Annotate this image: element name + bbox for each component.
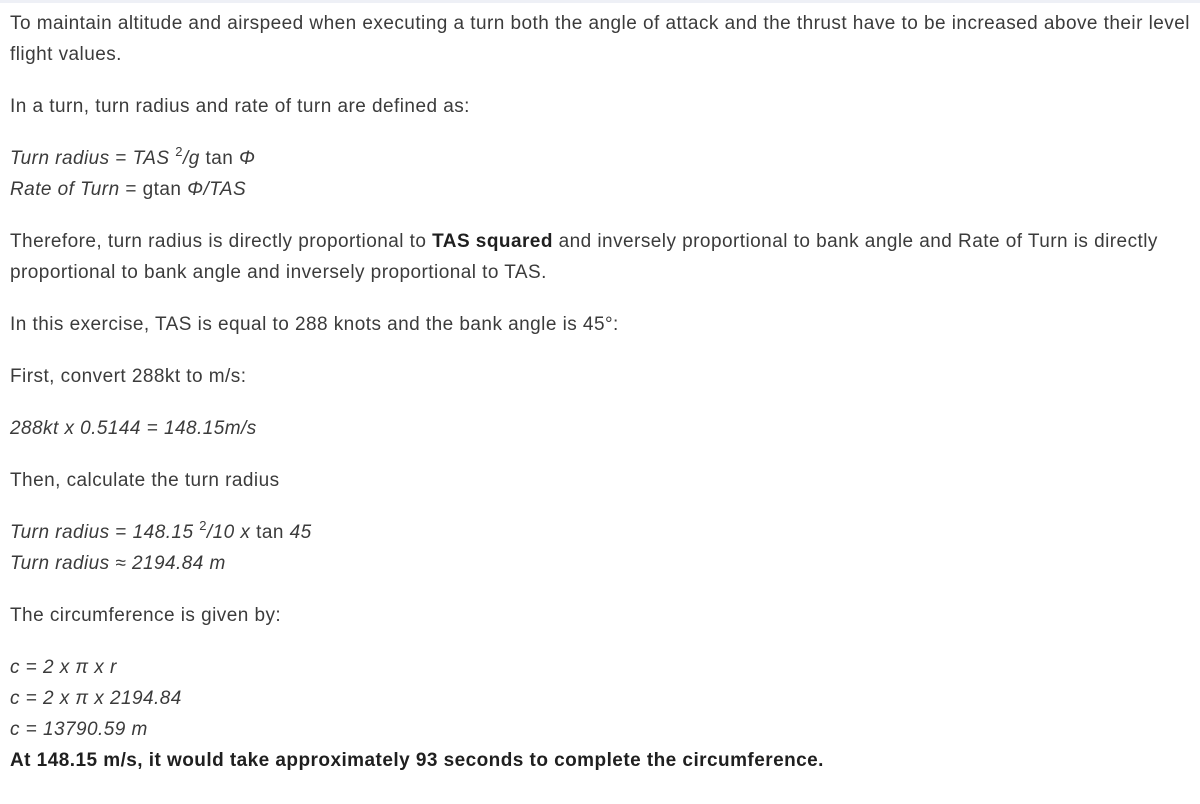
proportionality-text-1: Therefore, turn radius is directly proportional to bbox=[10, 231, 433, 252]
formula-phi: Φ bbox=[238, 148, 256, 169]
formula-g: /g bbox=[182, 148, 200, 169]
proportionality-text-2: and inversely proportional to bank angle and Rate of Turn is directly proportional to bank angle and inversely proportional to TAS. bbox=[10, 231, 1158, 283]
formula-tan: tan bbox=[199, 148, 239, 169]
formula-exponent: 2 bbox=[175, 144, 183, 159]
rate-gtan: gtan bbox=[142, 179, 188, 200]
formula-equals: = bbox=[109, 148, 133, 169]
circumference-intro: The circumference is given by: bbox=[10, 605, 282, 626]
formula-lhs: Turn radius bbox=[10, 148, 110, 169]
turn-radius-formula bbox=[10, 143, 1190, 174]
tas-squared-bold: TAS squared bbox=[432, 231, 553, 252]
solution-body bbox=[10, 8, 1190, 776]
formula-tas: TAS bbox=[132, 148, 170, 169]
conversion-formula: 288kt x 0.5144 = 148.15m/s bbox=[10, 418, 257, 439]
radius-tan: tan bbox=[250, 522, 290, 543]
radius-equals: = bbox=[109, 522, 133, 543]
top-divider bbox=[0, 0, 1200, 3]
radius-value: 148.15 bbox=[132, 522, 194, 543]
radius-angle: 45 bbox=[289, 522, 312, 543]
radius-step: Then, calculate the turn radius bbox=[10, 470, 280, 491]
proportionality-paragraph bbox=[10, 226, 1190, 288]
rate-equals: = bbox=[119, 179, 143, 200]
radius-exponent: 2 bbox=[199, 518, 207, 533]
radius-divisor: /10 x bbox=[206, 522, 251, 543]
radius-lhs: Turn radius bbox=[10, 522, 110, 543]
circumference-substitution: c = 2 x π x 2194.84 bbox=[10, 688, 182, 709]
definition-intro: In a turn, turn radius and rate of turn are defined as: bbox=[10, 96, 470, 117]
rate-phi-tas: Φ/TAS bbox=[187, 179, 247, 200]
radius-calculation bbox=[10, 517, 1190, 548]
final-answer: At 148.15 m/s, it would take approximately 93 seconds to complete the circumference. bbox=[10, 750, 824, 771]
rate-lhs: Rate of Turn bbox=[10, 179, 120, 200]
circumference-formula: c = 2 x π x r bbox=[10, 657, 117, 678]
intro-paragraph: To maintain altitude and airspeed when executing a turn both the angle of attack and the thrust have to be increased above their level flight values. bbox=[10, 13, 1190, 65]
circumference-result: c = 13790.59 m bbox=[10, 719, 148, 740]
rate-of-turn-formula bbox=[10, 174, 1190, 205]
radius-result: Turn radius ≈ 2194.84 m bbox=[10, 553, 226, 574]
exercise-statement: In this exercise, TAS is equal to 288 knots and the bank angle is 45°: bbox=[10, 314, 619, 335]
convert-step: First, convert 288kt to m/s: bbox=[10, 366, 247, 387]
